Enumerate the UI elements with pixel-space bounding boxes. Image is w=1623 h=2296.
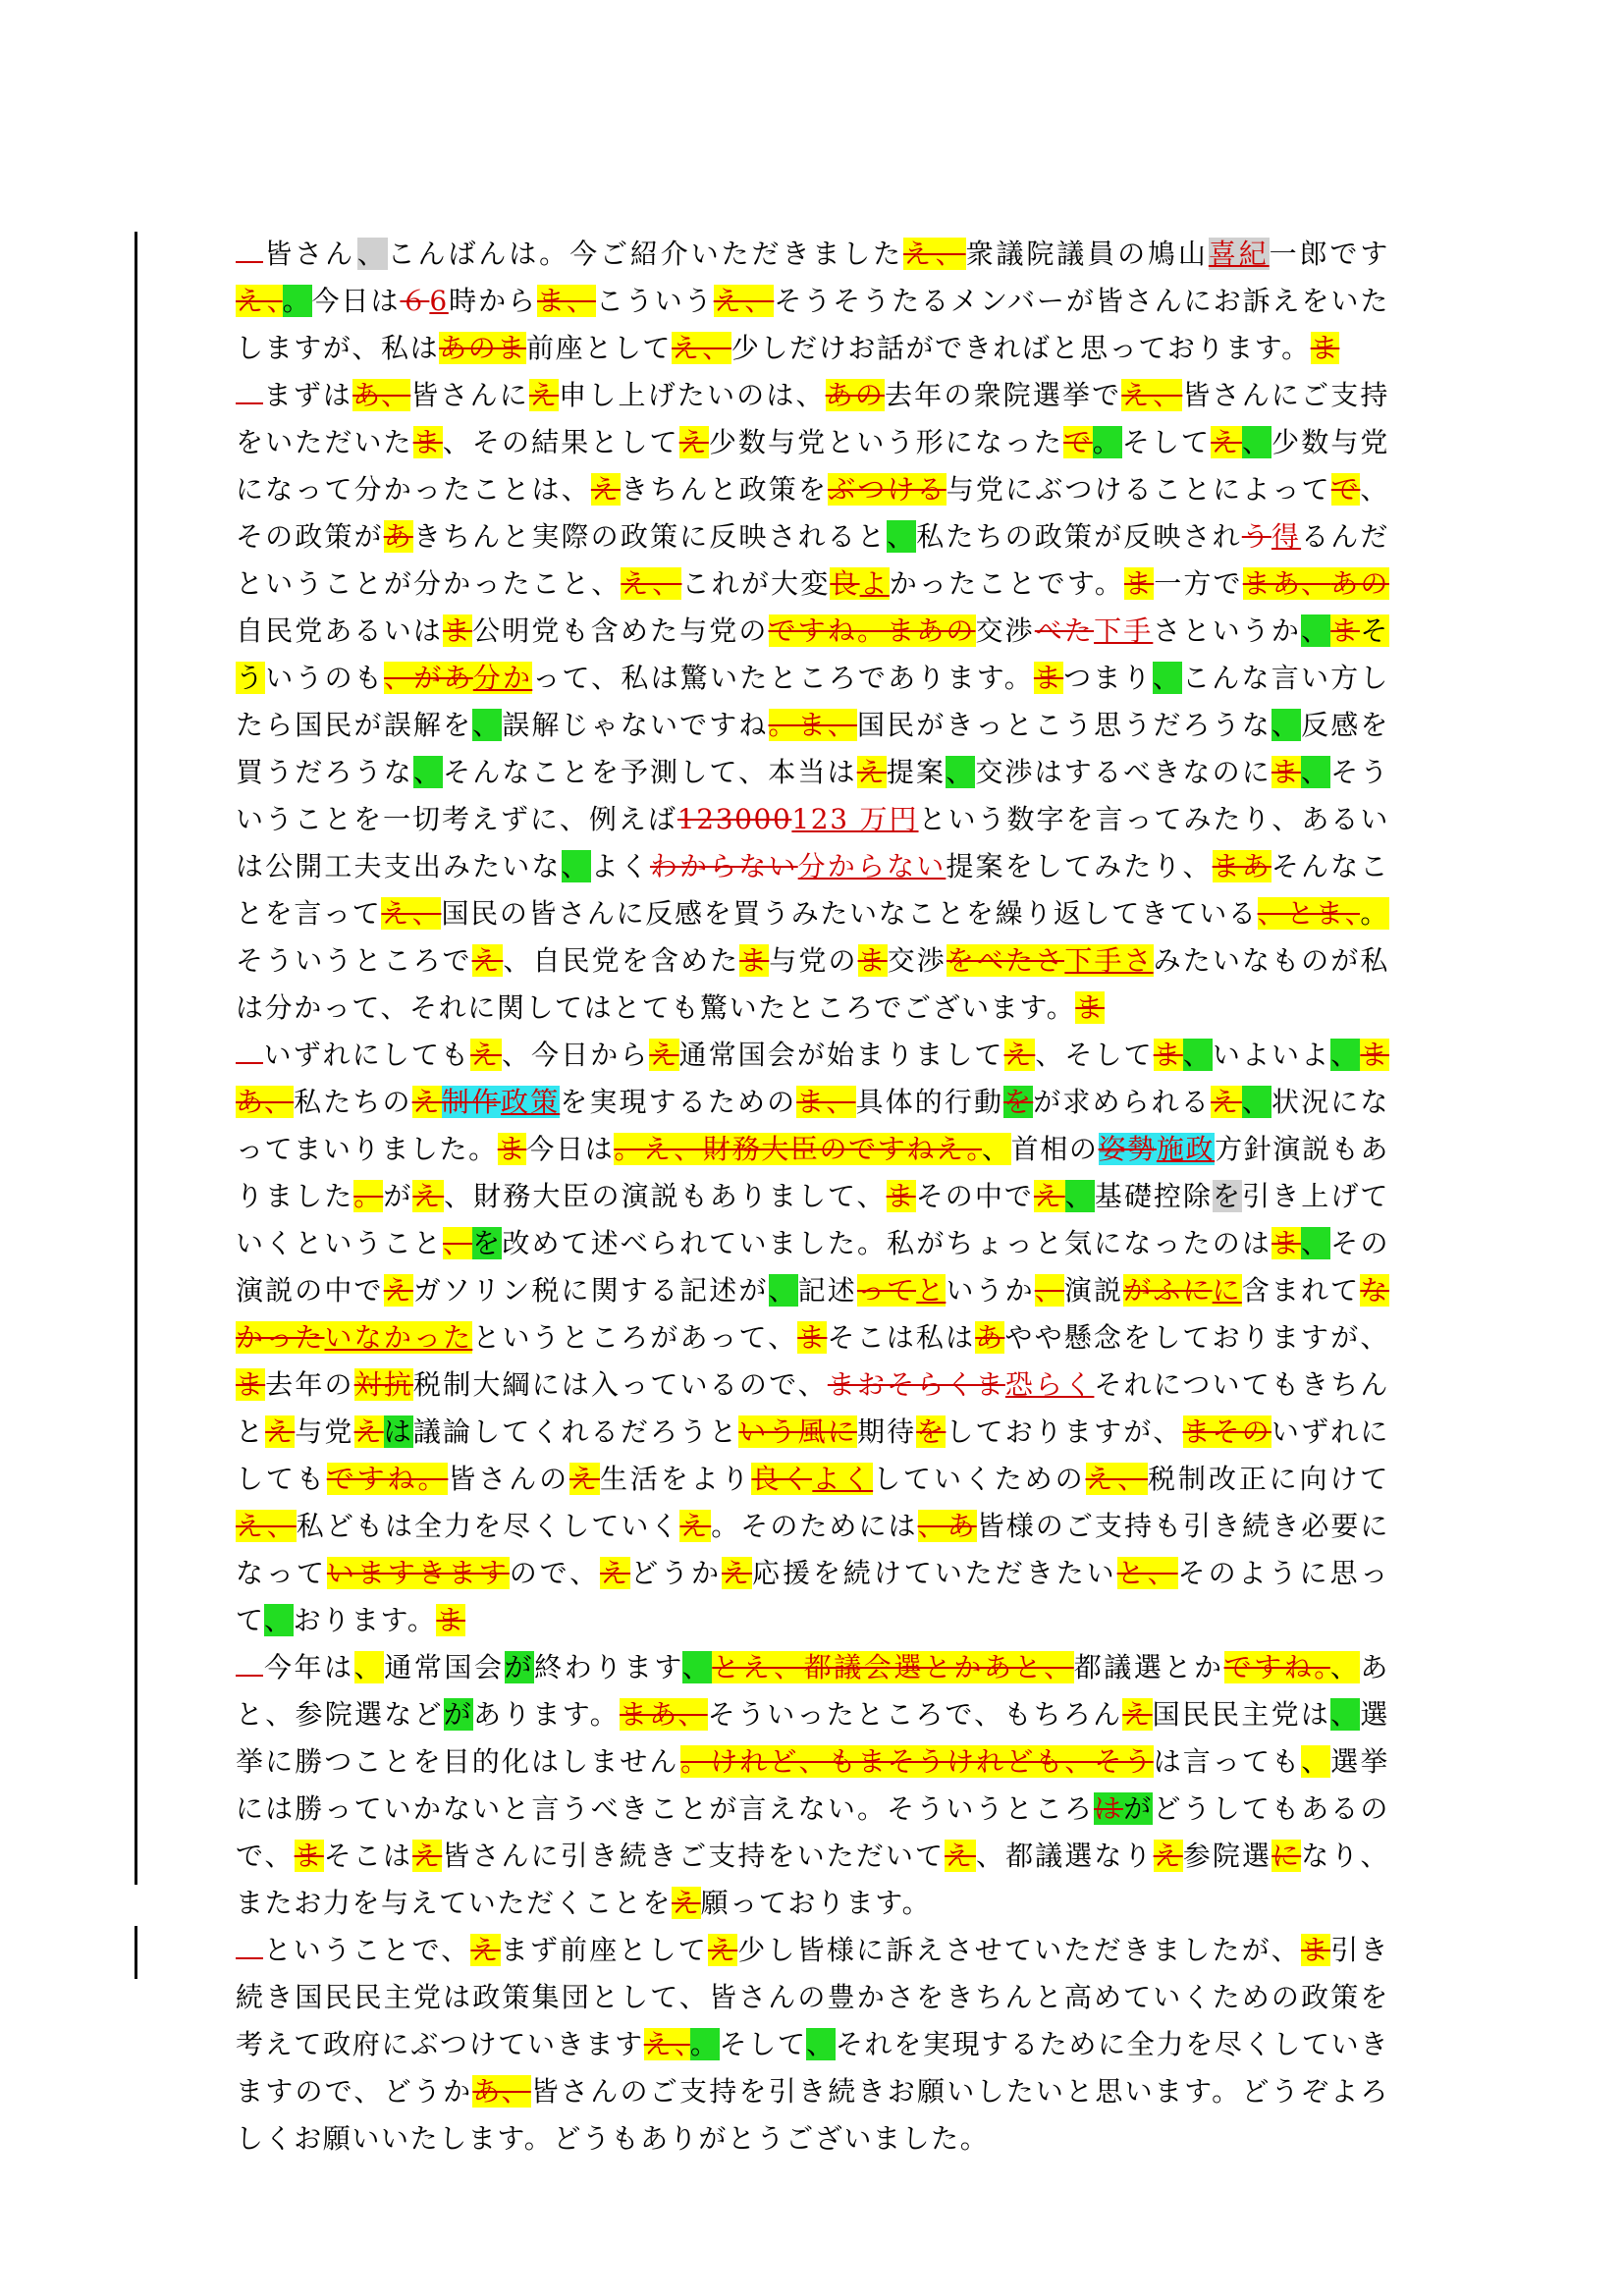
text-run: なり、またお力を与えていただくことを — [236, 1840, 1390, 1919]
deleted-text: え — [600, 1557, 631, 1589]
text-run: 与党の — [769, 944, 858, 977]
text-run: 願っております。 — [700, 1887, 932, 1919]
highlighted-text: 、 — [412, 756, 444, 788]
highlighted-text: 。 — [282, 285, 312, 317]
text-run: 私たちの政策が反映され — [916, 520, 1242, 553]
deleted-text: え — [412, 1180, 445, 1212]
inserted-text: 分か — [472, 662, 533, 694]
deleted-text: ま — [1310, 332, 1340, 364]
text-run: 国民がきっとこう思うだろうな — [856, 709, 1271, 741]
deleted-text: ま — [1271, 1227, 1302, 1259]
text-run: 引き続き国民民主党は政策集団として、皆さんの豊かさをきちんと高めていくための政策を考えて政府にぶつけていきます — [236, 1934, 1389, 2060]
deleted-text: え、 — [236, 1510, 297, 1542]
inserted-text: よく — [812, 1463, 874, 1495]
text-run: いうか — [946, 1274, 1035, 1307]
highlighted-text: 、 — [1241, 426, 1272, 458]
highlighted-text: そう — [236, 614, 1389, 694]
inserted-indent-mark — [236, 1936, 263, 1959]
deleted-text: え — [945, 1840, 976, 1872]
text-run: 交渉はするべきなのに — [975, 756, 1271, 788]
text-run: 一郎です — [1269, 238, 1389, 270]
text-run: 私たちの — [294, 1086, 412, 1118]
deleted-text: え — [412, 1840, 443, 1872]
deleted-text: ま — [236, 1368, 266, 1401]
text-run: 皆さんのご支持を引き続きお願いしたいと思います。どうぞよろしくお願いいたします。どうもありがとうございました。 — [236, 2075, 1389, 2155]
text-run: 時から — [448, 285, 537, 317]
deleted-text: とえ、都議会選とかあと、 — [712, 1651, 1074, 1683]
text-run: 皆さん — [263, 238, 357, 270]
inserted-text: 6 — [429, 285, 449, 317]
highlighted-text: 。 — [689, 2028, 720, 2060]
inserted-text: 得 — [1271, 520, 1302, 553]
text-run: それを実現するために全力を尽くしていきますので、どうか — [236, 2028, 1389, 2108]
deleted-text: まその — [1182, 1415, 1271, 1448]
deleted-text: 。 — [353, 1180, 384, 1212]
text-run: 税制改正に向けて — [1148, 1463, 1389, 1495]
text-run: いうのも — [265, 662, 385, 694]
text-run: 通常国会 — [384, 1651, 505, 1683]
deleted-text: え — [672, 1887, 701, 1919]
text-run: 、その政策が — [236, 473, 1389, 553]
inserted-text: に — [1212, 1274, 1242, 1307]
text-run: それについてもきちんと — [236, 1368, 1389, 1448]
text-run: って、私は驚いたところであります。 — [532, 662, 1034, 694]
text-run: が — [383, 1180, 413, 1212]
text-run: 首相の — [1010, 1133, 1099, 1165]
text-run: 、自民党を含めた — [503, 944, 740, 977]
highlighted-text: 、 — [768, 1274, 798, 1307]
text-run: 前座として — [526, 332, 673, 364]
deleted-text: ま、 — [796, 1086, 856, 1118]
text-run: そんなことを言って — [236, 850, 1389, 930]
deleted-text: え — [1211, 426, 1242, 458]
highlighted-text: 、 — [1064, 1180, 1095, 1212]
text-run: つまり — [1063, 662, 1153, 694]
inserted-text: 下手さ — [1064, 944, 1154, 977]
text-run: 。そのためには — [711, 1510, 918, 1542]
deleted-text: 、あ — [917, 1510, 977, 1542]
text-run: 誤解じゃないですね — [502, 709, 769, 741]
highlighted-text: 、 — [887, 520, 917, 553]
highlighted-text: 、 — [353, 1651, 385, 1683]
deleted-text: 良 — [830, 567, 860, 600]
text-run: そこは — [323, 1840, 413, 1872]
text-run: 具体的行動 — [855, 1086, 1004, 1118]
text-run: 皆さんにご支持をいただいた — [236, 379, 1389, 458]
highlighted-text: 、 — [1271, 709, 1302, 741]
text-run: 与党 — [295, 1415, 354, 1448]
highlighted-text: 、 — [1301, 1745, 1331, 1778]
text-run: は言っても — [1153, 1745, 1302, 1778]
transcript-body — [236, 231, 1389, 2163]
deleted-text: あ — [975, 1321, 1005, 1354]
highlighted-text: 、 — [264, 1604, 294, 1636]
deleted-text: え、 — [1085, 1463, 1149, 1495]
highlighted-text: 、 — [1330, 1039, 1361, 1071]
text-run: いよいよ — [1212, 1039, 1331, 1071]
deleted-text: 、があ — [384, 662, 473, 694]
text-run: 改めて述べられていました。私がちょっと気になったのは — [502, 1227, 1271, 1259]
text-run: 今日は — [311, 285, 401, 317]
text-run: さというか — [1153, 614, 1302, 647]
text-run: みたいなものが私は分かって、それに関してはとても驚いたところでございます。 — [236, 944, 1389, 1024]
highlighted-text: 、 — [1330, 1698, 1361, 1731]
text-run: そこは私は — [827, 1321, 976, 1354]
text-run: 自民党あるいは — [236, 614, 443, 647]
text-run: 皆さんに引き続きご支持をいただいて — [442, 1840, 946, 1872]
text-run: よく — [590, 850, 650, 882]
highlighted-text: 、 — [806, 2028, 836, 2060]
deleted-text: え、 — [643, 2028, 690, 2060]
text-run: 提案 — [886, 756, 947, 788]
text-run: 議論してくれるだろうと — [412, 1415, 739, 1448]
deleted-text: に — [1271, 1840, 1302, 1872]
deleted-text: 制作 — [441, 1086, 502, 1118]
deleted-text: 。ま、 — [768, 709, 857, 741]
inserted-indent-mark — [236, 240, 263, 263]
text-run: 期待 — [856, 1415, 917, 1448]
text-run: していくための — [873, 1463, 1086, 1495]
deleted-text: ですね。 — [326, 1463, 449, 1495]
text-run: ガソリン税に関する記述が — [412, 1274, 769, 1307]
deleted-text: え — [528, 379, 560, 411]
text-run: そういうことを一切考えずに、例えば — [236, 756, 1389, 835]
text-run: これが大変 — [681, 567, 831, 600]
deleted-text: あの — [825, 379, 885, 411]
deleted-text: ま — [886, 1180, 916, 1212]
highlighted-text: 、 — [946, 756, 976, 788]
text-run: が求められる — [1033, 1086, 1212, 1118]
text-run: そういうところで — [236, 944, 472, 977]
text-run: 選挙には勝っていかないと言うべきことが言えない。そういうところ — [236, 1745, 1389, 1825]
deleted-text: をべたさ — [946, 944, 1065, 977]
inserted-text: 分からない — [797, 850, 947, 882]
text-run: こういう — [595, 285, 714, 317]
deleted-text: え — [411, 1086, 442, 1118]
deleted-text: ぶつける — [828, 473, 947, 506]
deleted-text: え — [569, 1463, 600, 1495]
deleted-text: え — [470, 1934, 501, 1966]
highlighted-text: 、 — [1329, 1651, 1361, 1683]
paragraph — [236, 1927, 1389, 2163]
deleted-text: で — [1330, 473, 1361, 506]
deleted-text: え — [708, 1934, 738, 1966]
deleted-text: え、 — [672, 332, 731, 364]
deleted-text: 。え、財務大臣のですねえ。 — [614, 1133, 983, 1165]
text-run: 応援を続けていただきたい — [752, 1557, 1117, 1589]
highlighted-text: 、 — [681, 1651, 713, 1683]
text-run: 少数与党という形になった — [708, 426, 1064, 458]
highlighted-text: が — [1123, 1792, 1154, 1825]
deleted-text: え — [649, 1039, 679, 1071]
deleted-text: あ、 — [472, 2075, 531, 2108]
text-run: 反感を買うだろうな — [236, 709, 1389, 788]
text-run: やや懸念をしておりますが、 — [1004, 1321, 1389, 1354]
text-run: 去年の — [265, 1368, 354, 1401]
text-run: 国民の皆さんに反感を買うみたいなことを繰り返してきている — [441, 897, 1258, 930]
inserted-text: 恐らく — [1004, 1368, 1095, 1401]
deleted-text: え、 — [1121, 379, 1183, 411]
deleted-text: まおそらくま — [827, 1368, 1005, 1401]
text-run: 引き上げていくということ — [236, 1180, 1389, 1259]
deleted-text: まあ — [1212, 850, 1271, 882]
text-run: そして — [1121, 426, 1212, 458]
highlighted-text: 。 — [1360, 897, 1389, 930]
highlighted-text: を — [472, 1227, 503, 1259]
deleted-text: いう風に — [738, 1415, 857, 1448]
text-run: いずれにしても — [236, 1415, 1389, 1495]
deleted-text: え — [722, 1557, 752, 1589]
deleted-text: ま — [857, 944, 888, 977]
deleted-text: え — [353, 1415, 384, 1448]
deleted-text: まあ、 — [1242, 567, 1331, 600]
highlighted-text: 、 — [1301, 1227, 1331, 1259]
text-run: 皆さんの — [448, 1463, 570, 1495]
text-run: 選挙に勝つことを目的化はしません — [236, 1698, 1390, 1778]
text-run: あります。 — [473, 1698, 621, 1731]
text-run: あと、参院選など — [236, 1651, 1390, 1731]
deleted-text: なかった — [236, 1274, 1389, 1354]
text-run: 提案をしてみたり、 — [946, 850, 1213, 882]
deleted-text: で — [1063, 426, 1093, 458]
deleted-text: まあ、 — [620, 1698, 708, 1731]
deleted-text: ま — [1271, 756, 1302, 788]
deleted-text: え — [1003, 1039, 1036, 1071]
text-run: 去年の衆院選挙で — [885, 379, 1122, 411]
text-run: 都議選とか — [1073, 1651, 1224, 1683]
deleted-text: あ — [383, 520, 413, 553]
deleted-text: 良く — [751, 1463, 813, 1495]
text-run: その演説の中で — [236, 1227, 1390, 1307]
deleted-text: ま、 — [537, 285, 596, 317]
deleted-text: え — [1211, 1086, 1242, 1118]
text-run: そのように思って — [236, 1557, 1390, 1636]
deleted-text: あのま — [439, 332, 527, 364]
deleted-text: ま — [1033, 662, 1064, 694]
highlighted-text: 、 — [1301, 756, 1331, 788]
text-run: 終わります — [534, 1651, 682, 1683]
text-run: 与党にぶつけることによって — [946, 473, 1331, 506]
deleted-text: と、 — [1116, 1557, 1178, 1589]
text-run: 演説 — [1063, 1274, 1124, 1307]
text-run: 少数与党になって分かったことは、 — [236, 426, 1390, 506]
inserted-text: 政策 — [501, 1086, 561, 1118]
paragraph — [236, 231, 1389, 372]
text-run: というところがあって、 — [472, 1321, 798, 1354]
inserted-indent-mark — [236, 1653, 263, 1677]
deleted-text: ま — [1153, 1039, 1183, 1071]
deleted-text: ま — [294, 1840, 324, 1872]
paragraph — [236, 1644, 1389, 1927]
text-run: そういったところで、もちろん — [707, 1698, 1123, 1731]
text-run: どうしてもあるので、 — [236, 1792, 1390, 1872]
paragraph — [236, 1032, 1389, 1644]
deleted-text: 、 — [443, 1227, 473, 1259]
inserted-indent-mark — [236, 381, 263, 404]
highlighted-text: は — [383, 1415, 413, 1448]
deleted-text: ま — [436, 1604, 466, 1636]
deleted-text: え — [679, 1510, 712, 1542]
text-run: 交渉 — [887, 944, 947, 977]
deleted-text: え — [590, 473, 622, 506]
inserted-text: 喜紀 — [1208, 238, 1270, 270]
deleted-text: ま — [442, 614, 473, 647]
deleted-text: まあ、 — [236, 1039, 1389, 1118]
text-run: 基礎控除 — [1094, 1180, 1214, 1212]
inserted-text: 123 万円 — [791, 803, 919, 835]
deleted-text: え、 — [381, 897, 442, 930]
text-run: 参院選 — [1182, 1840, 1272, 1872]
deleted-text: あ、 — [352, 379, 411, 411]
deleted-text: え、 — [236, 285, 283, 317]
deleted-text: 姿勢 — [1098, 1133, 1157, 1165]
deleted-text: え、 — [621, 567, 682, 600]
text-run: 少しだけお話ができればと思っております。 — [730, 332, 1311, 364]
highlighted-text: が — [443, 1698, 474, 1731]
text-run: という数字を言ってみたり、あるいは公開工夫支出みたいな — [236, 803, 1389, 882]
highlighted-text: 、 — [1182, 1039, 1213, 1071]
deleted-text: 。けれど、もまそうけれども、そう — [680, 1745, 1154, 1778]
deleted-text: ま — [797, 1321, 828, 1354]
change-bar — [135, 1926, 137, 1979]
text-run: おります。 — [293, 1604, 437, 1636]
deleted-text: ６ — [400, 285, 430, 317]
text-run: 、そして — [1035, 1039, 1154, 1071]
highlighted-text: 、 — [1241, 1086, 1271, 1118]
deleted-text: ま — [412, 426, 443, 458]
deleted-text: ですね。 — [1223, 1651, 1330, 1683]
deleted-text: って — [856, 1274, 917, 1307]
deleted-text: ま — [1330, 614, 1361, 647]
deleted-text: は — [1094, 1792, 1124, 1825]
deleted-text: あの — [1330, 567, 1389, 600]
deleted-text: え — [471, 944, 504, 977]
text-run: 記述 — [797, 1274, 857, 1307]
text-run: 私どもは全力を尽くしていく — [296, 1510, 680, 1542]
deleted-text: え — [678, 426, 709, 458]
text-run: そうそうたるメンバーが皆さんにお訴えをいたしますが、私は — [236, 285, 1389, 364]
deleted-text: ま — [497, 1133, 527, 1165]
text-run: そして — [719, 2028, 807, 2060]
text-run: きちんと実際の政策に反映されると — [412, 520, 888, 553]
inserted-text: 下手 — [1094, 614, 1154, 647]
deleted-text: 、 — [1034, 1274, 1064, 1307]
highlighted-text: を — [1213, 1180, 1243, 1212]
text-run: 生活をより — [599, 1463, 752, 1495]
deleted-text: え — [265, 1415, 296, 1448]
inserted-text: よ — [859, 567, 890, 600]
text-run: まずは — [263, 379, 353, 411]
text-run: 通常国会が始まりまして — [678, 1039, 1004, 1071]
text-run: 一方で — [1154, 567, 1243, 600]
highlighted-text: 、 — [472, 709, 503, 741]
deleted-text: わからない — [649, 850, 798, 882]
inserted-text: 施政 — [1156, 1133, 1216, 1165]
deleted-text: う — [1241, 520, 1271, 553]
deleted-text: べた — [1034, 614, 1095, 647]
deleted-text: え — [856, 756, 887, 788]
text-run: かったことです。 — [889, 567, 1124, 600]
text-run: どうか — [630, 1557, 723, 1589]
deleted-text: がふに — [1123, 1274, 1213, 1307]
highlighted-text: 、 — [561, 850, 591, 882]
highlighted-text: 、 — [1301, 614, 1331, 647]
highlighted-text: 。 — [1092, 426, 1122, 458]
text-run: を実現するための — [560, 1086, 797, 1118]
deleted-text: ですね。まあの — [768, 614, 976, 647]
text-run: 今日は — [526, 1133, 615, 1165]
highlighted-text: 、 — [1152, 662, 1183, 694]
text-run: 交渉 — [975, 614, 1035, 647]
text-run: 衆議院議員の鳩山 — [965, 238, 1209, 270]
highlighted-text: が — [504, 1651, 535, 1683]
text-run: いずれにしても — [263, 1039, 471, 1071]
deleted-text: え — [1033, 1180, 1065, 1212]
text-run: こんな言い方したら国民が誤解を — [236, 662, 1390, 741]
text-run: 含まれて — [1241, 1274, 1361, 1307]
deleted-text: 、とま、 — [1257, 897, 1361, 930]
deleted-text: ま — [1124, 567, 1155, 600]
inserted-indent-mark — [236, 1041, 263, 1064]
inserted-text: いなかった — [324, 1321, 473, 1354]
text-run: まず前座として — [500, 1934, 709, 1966]
text-run: 皆様のご支持も引き続き必要になって — [236, 1510, 1389, 1589]
change-bar — [135, 232, 137, 1885]
text-run: 今年は — [263, 1651, 354, 1683]
paragraph — [236, 372, 1389, 1032]
deleted-text: いますきます — [326, 1557, 510, 1589]
inserted-text: と — [916, 1274, 947, 1307]
deleted-text: ま — [1300, 1934, 1331, 1966]
deleted-text: え、 — [903, 238, 966, 270]
text-run: 状況になってまいりました。 — [236, 1086, 1389, 1165]
text-run: 、今日から — [501, 1039, 650, 1071]
text-run: 少し皆様に訴えさせていただきましたが、 — [737, 1934, 1301, 1966]
deleted-text: え、 — [713, 285, 775, 317]
text-run: ので、 — [509, 1557, 601, 1589]
text-run: 公明党も含めた与党の — [472, 614, 769, 647]
deleted-text: 123000 — [676, 803, 792, 835]
text-run: こんばんは。今ご紹介いただきました — [387, 238, 904, 270]
text-run: 国民民主党は — [1152, 1698, 1331, 1731]
deleted-text: を — [916, 1415, 947, 1448]
deleted-text: 対抗 — [353, 1368, 414, 1401]
text-run: 、都議選なり — [975, 1840, 1154, 1872]
text-run: しておりますが、 — [946, 1415, 1183, 1448]
deleted-text: を — [1003, 1086, 1034, 1118]
deleted-text: え — [1122, 1698, 1153, 1731]
highlighted-text: 、 — [356, 238, 388, 270]
highlighted-text: 、 — [982, 1133, 1011, 1165]
text-run: 申し上げたいのは、 — [559, 379, 826, 411]
text-run: 皆さんに — [410, 379, 529, 411]
deleted-text: ま — [1075, 991, 1105, 1024]
text-run: 方針演説もありました — [236, 1133, 1389, 1212]
deleted-text: え — [383, 1274, 413, 1307]
text-run: その中で — [915, 1180, 1034, 1212]
text-run: きちんと政策を — [621, 473, 829, 506]
text-run: そんなことを予測して、本当は — [443, 756, 857, 788]
deleted-text: え — [1153, 1840, 1183, 1872]
deleted-text: ま — [739, 944, 770, 977]
deleted-text: え — [470, 1039, 502, 1071]
text-run: 税制大綱には入っているので、 — [413, 1368, 828, 1401]
text-run: ということで、 — [263, 1934, 471, 1966]
text-run: るんだということが分かったこと、 — [236, 520, 1389, 600]
text-run: 、その結果として — [442, 426, 679, 458]
text-run: 、財務大臣の演説もありまして、 — [444, 1180, 887, 1212]
